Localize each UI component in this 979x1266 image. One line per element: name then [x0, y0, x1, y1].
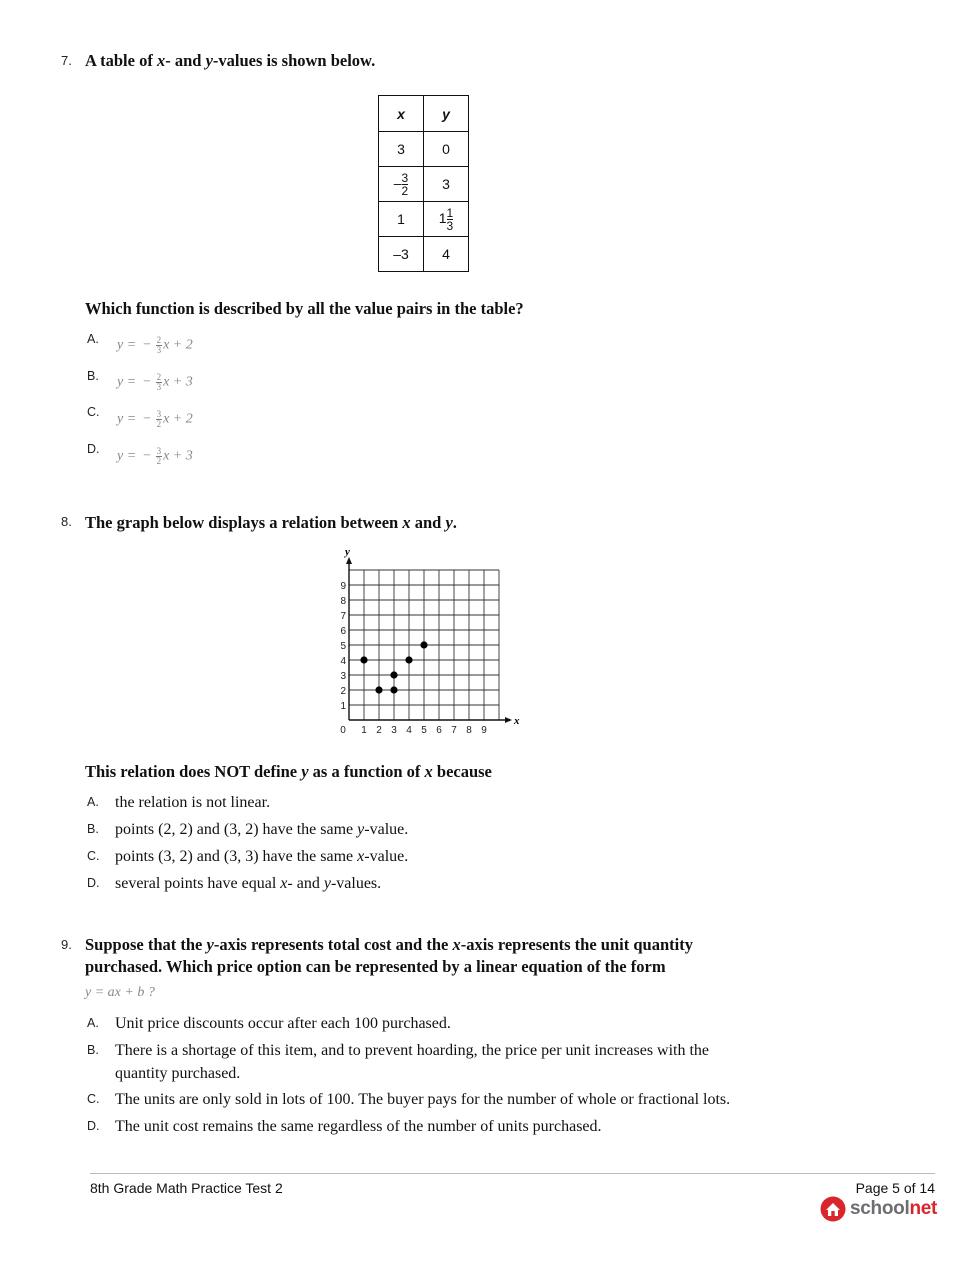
- table-row: [379, 237, 469, 272]
- fraction: $\frac{3}{2}$: [156, 446, 162, 466]
- option-c-letter[interactable]: C.: [87, 849, 100, 863]
- linear-equation-form: y = ax + b ?: [85, 985, 155, 1000]
- option-c-letter[interactable]: C.: [87, 405, 100, 419]
- option-d-text[interactable]: several points have equal x- and y-values.: [115, 875, 382, 892]
- option-d-equation[interactable]: y = − $\frac{3}{2}$ x + 3: [117, 446, 193, 466]
- option-d-letter[interactable]: D.: [87, 442, 100, 456]
- option-a-equation[interactable]: y = − $\frac{2}{3}$ x + 2: [117, 335, 193, 355]
- option-d-letter[interactable]: D.: [87, 876, 100, 890]
- table-cell: 4: [424, 237, 469, 272]
- y-tick-label: 7: [340, 611, 346, 622]
- question-number: 7.: [61, 53, 72, 68]
- option-b-text[interactable]: There is a shortage of this item, and to prevent hoarding, the price per unit increases with the: [115, 1042, 710, 1059]
- x-axis-arrow: [505, 717, 512, 723]
- y-tick-label: 3: [340, 671, 346, 682]
- logo-wordmark: schoolnet: [850, 1198, 938, 1219]
- graph-point: [360, 656, 367, 663]
- table-row: [379, 132, 469, 167]
- graph-axes: [343, 546, 520, 727]
- option-a-text[interactable]: Unit price discounts occur after each 100 purchased.: [115, 1015, 451, 1032]
- option-d-letter[interactable]: D.: [87, 1119, 100, 1133]
- question-stem: A table of x- and y-values is shown below.: [85, 51, 376, 70]
- table-header-x: x: [379, 96, 424, 132]
- x-tick-label: 8: [466, 725, 472, 736]
- y-axis-arrow: [346, 557, 352, 564]
- house-icon: [820, 1196, 846, 1222]
- option-b-text-continued[interactable]: quantity purchased.: [115, 1065, 241, 1082]
- graph-point: [390, 686, 397, 693]
- option-d-text[interactable]: The unit cost remains the same regardless of the number of units purchased.: [115, 1118, 602, 1135]
- x-tick-label: 6: [436, 725, 442, 736]
- x-tick-label: 3: [391, 725, 397, 736]
- option-b-letter[interactable]: B.: [87, 369, 99, 383]
- fraction: $\frac{2}{3}$: [156, 372, 162, 392]
- x-tick-label: 7: [451, 725, 457, 736]
- option-a-letter[interactable]: A.: [87, 1016, 99, 1030]
- fraction: $\frac{3}{2}$: [401, 170, 409, 198]
- table-cell: – $\frac{3}{2}$: [379, 167, 424, 202]
- xy-values-table: [378, 95, 469, 272]
- relation-graph: [330, 546, 520, 746]
- table-cell: 0: [424, 132, 469, 167]
- graph-point: [420, 641, 427, 648]
- graph-point: [405, 656, 412, 663]
- y-tick-label: 5: [340, 641, 346, 652]
- y-tick-label: 2: [340, 686, 346, 697]
- table-cell: 3: [424, 167, 469, 202]
- fraction: $\frac{3}{2}$: [156, 409, 162, 429]
- footer-divider: [90, 1173, 935, 1174]
- option-c-equation[interactable]: y = − $\frac{3}{2}$ x + 2: [117, 409, 193, 429]
- y-tick-label: 1: [340, 701, 346, 712]
- table-cell: 1 $\frac{1}{3}$: [424, 202, 469, 237]
- option-a-text[interactable]: the relation is not linear.: [115, 794, 271, 811]
- x-tick-label: 4: [406, 725, 412, 736]
- option-b-letter[interactable]: B.: [87, 1043, 99, 1057]
- x-tick-label: 2: [376, 725, 382, 736]
- option-c-text[interactable]: points (3, 2) and (3, 3) have the same x-value.: [115, 848, 409, 865]
- table-row: [379, 202, 469, 237]
- option-a-letter[interactable]: A.: [87, 332, 99, 346]
- option-b-text[interactable]: points (2, 2) and (3, 2) have the same y-value.: [115, 821, 409, 838]
- graph-point: [375, 686, 382, 693]
- x-tick-label: 0: [340, 725, 346, 736]
- sub-question: Which function is described by all the value pairs in the table?: [85, 299, 524, 318]
- option-b-equation[interactable]: y = − $\frac{2}{3}$ x + 3: [117, 372, 193, 392]
- fraction: $\frac{1}{3}$: [446, 205, 454, 233]
- sub-question: This relation does NOT define y as a function of x because: [85, 762, 492, 781]
- fraction: $\frac{2}{3}$: [156, 335, 162, 355]
- y-tick-label: 8: [340, 596, 346, 607]
- question-stem-line-2: purchased. Which price option can be represented by a linear equation of the form: [85, 957, 666, 976]
- y-axis-label: y: [345, 546, 350, 558]
- x-tick-label: 9: [481, 725, 487, 736]
- x-axis-label: x: [514, 715, 520, 727]
- footer-test-title: 8th Grade Math Practice Test 2: [90, 1180, 283, 1196]
- y-tick-label: 9: [340, 581, 346, 592]
- table-cell: 3: [379, 132, 424, 167]
- table-cell: –3: [379, 237, 424, 272]
- option-a-letter[interactable]: A.: [87, 795, 99, 809]
- footer-page-number: Page 5 of 14: [855, 1180, 935, 1196]
- table-header-y: y: [424, 96, 469, 132]
- x-tick-label: 1: [361, 725, 367, 736]
- option-c-letter[interactable]: C.: [87, 1092, 100, 1106]
- option-c-text[interactable]: The units are only sold in lots of 100. The buyer pays for the number of whole or fractional lots.: [115, 1091, 731, 1108]
- option-b-letter[interactable]: B.: [87, 822, 99, 836]
- schoolnet-logo: [820, 1196, 937, 1222]
- y-tick-label: 6: [340, 626, 346, 637]
- table-cell: 1: [379, 202, 424, 237]
- question-stem: The graph below displays a relation between x and y.: [85, 513, 457, 532]
- graph-point: [390, 671, 397, 678]
- y-tick-label: 4: [340, 656, 346, 667]
- question-stem-line-1: Suppose that the y-axis represents total cost and the x-axis represents the unit quantity: [85, 935, 693, 954]
- table-row: [379, 167, 469, 202]
- x-tick-label: 5: [421, 725, 427, 736]
- question-number: 8.: [61, 514, 72, 529]
- question-number: 9.: [61, 937, 72, 952]
